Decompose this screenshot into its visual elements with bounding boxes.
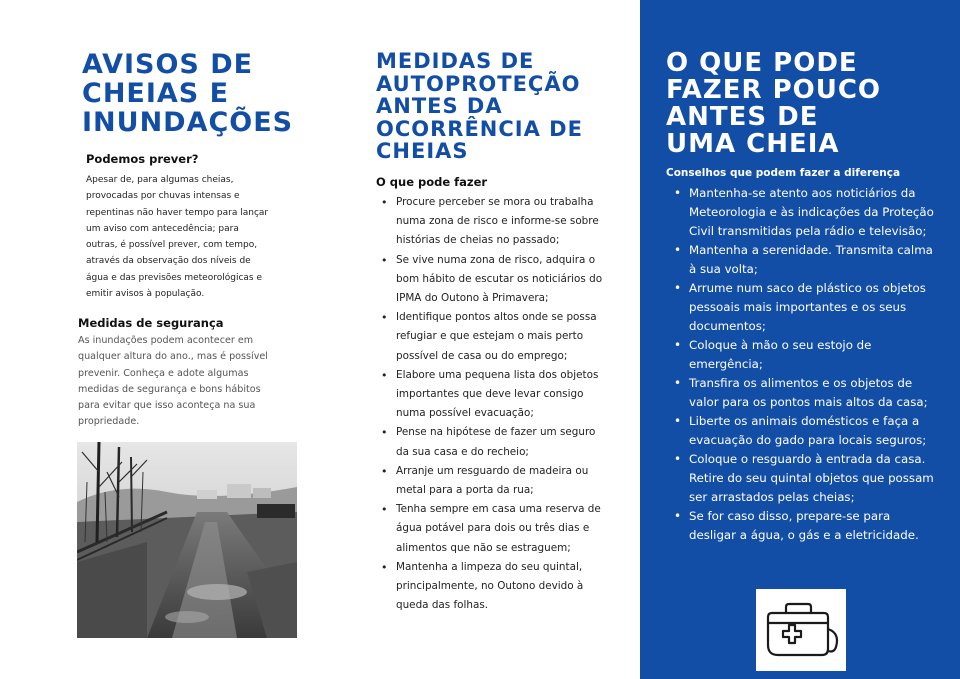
flood-warnings-title: AVISOS DE CHEIAS E INUNDAÇÕES (82, 49, 294, 138)
list-item: • Transfira os alimentos e os objetos de valor para os pontos mais altos da casa; (672, 374, 934, 412)
list-item: • Procure perceber se mora ou trabalha numa zona de risco e informe-se sobre histórias de cheias no passado; (380, 193, 604, 251)
before-flood-advice-list (672, 184, 934, 545)
list-item: • Arrume num saco de plástico os objetos pessoais mais importantes e os seus documentos; (672, 279, 934, 336)
list-item: • Coloque o resguardo à entrada da casa. Retire do seu quintal objetos que possam ser arrastados pelas cheias; (672, 450, 934, 507)
list-item: • Se vive numa zona de risco, adquira o bom hábito de escutar os noticiários do IPMA do Outono à Primavera; (380, 251, 604, 309)
advice-heading: Conselhos que podem fazer a diferença (666, 167, 901, 179)
self-protection-list (380, 193, 604, 615)
list-item: • Elabore uma pequena lista dos objetos importantes que deve levar consigo numa possível evacuação; (380, 366, 604, 424)
self-protection-title: MEDIDAS DE AUTOPROTEÇÃO ANTES DA OCORRÊNCIA DE CHEIAS (376, 49, 583, 163)
list-item: • Mantenha a serenidade. Transmita calma à sua volta; (672, 241, 934, 279)
list-item: • Mantenha-se atento aos noticiários da Meteorologia e às indicações da Proteção Civil transmitidas pela rádio e televisão; (672, 184, 934, 241)
list-item: • Arranje um resguardo de madeira ou metal para a porta da rua; (380, 462, 604, 500)
list-item: • Identifique pontos altos onde se possa refugiar e que estejam o mais perto possível de casa ou do emprego; (380, 308, 604, 366)
list-item: • Coloque à mão o seu estojo de emergência; (672, 336, 934, 374)
what-you-can-do-heading: O que pode fazer (376, 175, 488, 189)
safety-measures-paragraph: As inundações podem acontecer em qualquer altura do ano., mas é possível prevenir. Conheça e adote algumas medidas de segurança e bons hábitos para evitar que isso aconteça na sua propriedade. (78, 335, 268, 428)
list-item: • Pense na hipótese de fazer um seguro da sua casa e do recheio; (380, 423, 604, 461)
list-item: • Mantenha a limpeza do seu quintal, principalmente, no Outono devido à queda das folhas. (380, 558, 604, 616)
list-item: • Se for caso disso, prepare-se para desligar a água, o gás e a eletricidade. (672, 507, 934, 545)
can-we-predict-heading: Podemos prever? (86, 152, 199, 166)
safety-measures-heading: Medidas de segurança (78, 316, 224, 330)
list-item: • Liberte os animais domésticos e faça a evacuação do gado para locais seguros; (672, 412, 934, 450)
can-we-predict-paragraph: Apesar de, para algumas cheias, provocadas por chuvas intensas e repentinas não haver tempo para lançar um aviso com antecedência; para outras, é possível prever, com tempo, através da observação dos níveis de água e das previsões meteorológicas e emitir avisos à população. (86, 175, 269, 300)
list-item: • Tenha sempre em casa uma reserva de água potável para dois ou três dias e alimentos que não se estraguem; (380, 500, 604, 558)
before-flood-title: O QUE PODE FAZER POUCO ANTES DE UMA CHEIA (666, 48, 882, 159)
flooded-road-photo (77, 442, 297, 638)
first-aid-kit-icon (756, 589, 846, 671)
